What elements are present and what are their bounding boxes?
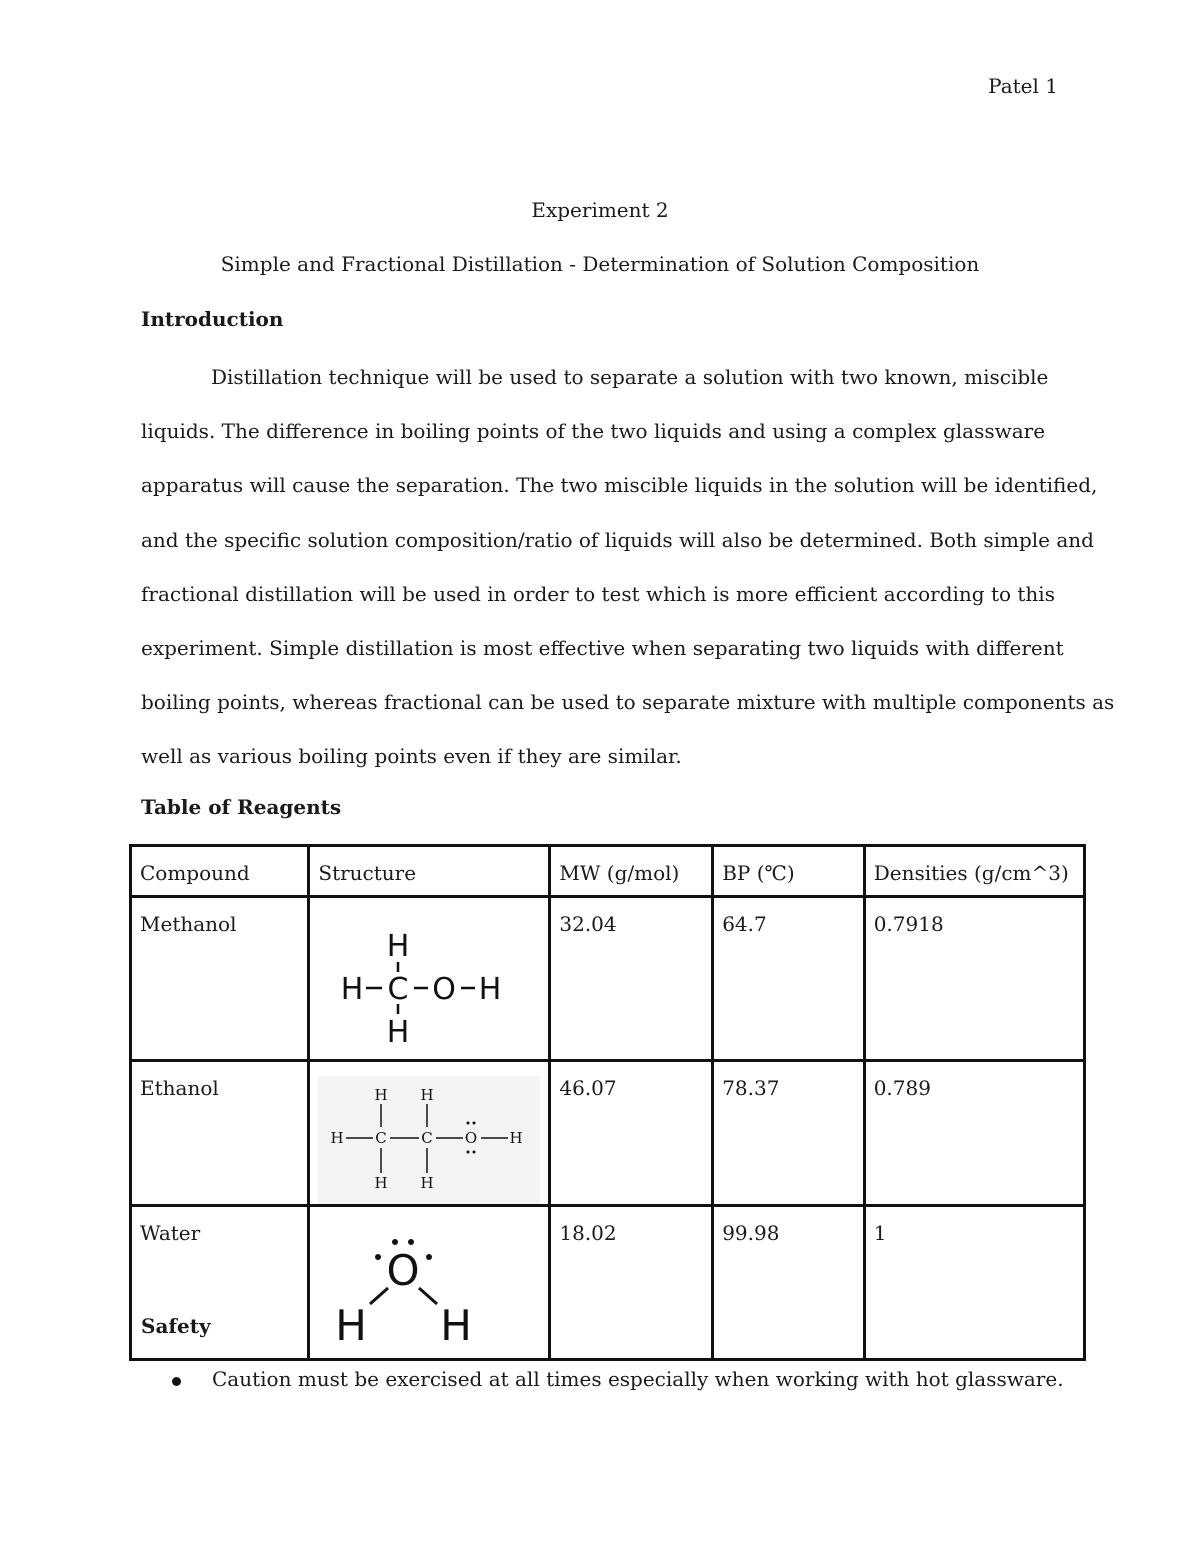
introduction-heading: Introduction xyxy=(141,307,284,331)
atom-label: H xyxy=(330,1129,344,1147)
paragraph-line: well as various boiling points even if they are similar. xyxy=(141,744,682,769)
atom-label: C xyxy=(375,1129,388,1147)
paragraph-line: Distillation technique will be used to separate a solution with two known, miscible xyxy=(211,365,1049,389)
paragraph-line: fractional distillation will be used in order to test which is more efficient according to this xyxy=(141,581,1055,606)
density-cell: 0.789 xyxy=(864,1061,1084,1206)
lone-pair-dot xyxy=(467,1122,470,1125)
atom-label: H xyxy=(387,1015,410,1050)
lone-pair-dot xyxy=(467,1151,470,1154)
lone-pair-dot xyxy=(375,1254,381,1260)
bp-cell: 64.7 xyxy=(713,897,865,1061)
column-header: BP (℃) xyxy=(713,846,865,897)
compound-cell: Water xyxy=(131,1206,309,1360)
atom-label: H xyxy=(440,1301,473,1350)
methanol-structure-icon xyxy=(318,912,540,1059)
density-cell: 1 xyxy=(864,1206,1084,1360)
table-header-row xyxy=(131,846,1085,897)
column-header: MW (g/mol) xyxy=(550,846,713,897)
atom-label: H xyxy=(341,972,364,1007)
lone-pair-dot xyxy=(426,1254,432,1260)
safety-heading: Safety xyxy=(141,1314,211,1338)
atom-label: H xyxy=(387,929,410,964)
reagents-table xyxy=(129,844,1086,1361)
experiment-subtitle: Simple and Fractional Distillation - Determination of Solution Composition xyxy=(220,252,980,276)
paragraph-line: and the specific solution composition/ratio of liquids will also be determined. Both simple and xyxy=(141,527,1094,552)
structure-cell xyxy=(309,897,550,1061)
atom-label: H xyxy=(335,1301,368,1350)
lone-pair-dot xyxy=(408,1239,414,1245)
mw-cell: 46.07 xyxy=(550,1061,713,1206)
density-cell: 0.7918 xyxy=(864,897,1084,1061)
structure-cell xyxy=(309,1206,550,1360)
atom-label: O xyxy=(386,1246,420,1295)
ethanol-structure-icon xyxy=(318,1076,540,1204)
atom-label: H xyxy=(420,1086,434,1104)
bp-cell: 78.37 xyxy=(713,1061,865,1206)
paragraph-line: liquids. The difference in boiling points of the two liquids and using a complex glassware xyxy=(141,419,1046,444)
mw-cell: 18.02 xyxy=(550,1206,713,1360)
table-row xyxy=(131,1061,1085,1206)
compound-cell: Methanol xyxy=(131,897,309,1061)
structure-cell xyxy=(309,1061,550,1206)
bullet-icon xyxy=(172,1377,181,1386)
paragraph-line: apparatus will cause the separation. The two miscible liquids in the solution will be identified, xyxy=(141,473,1098,498)
table-row xyxy=(131,897,1085,1061)
column-header: Densities (g/cm^3) xyxy=(864,846,1084,897)
experiment-title: Experiment 2 xyxy=(531,198,669,222)
compound-cell: Ethanol xyxy=(131,1061,309,1206)
water-structure-icon xyxy=(318,1221,540,1358)
paragraph-line: boiling points, whereas fractional can be used to separate mixture with multiple components as xyxy=(141,690,1115,715)
column-header: Structure xyxy=(309,846,550,897)
bond-line xyxy=(370,1288,388,1304)
lone-pair-dot xyxy=(473,1151,476,1154)
lone-pair-dot xyxy=(473,1122,476,1125)
atom-label: H xyxy=(374,1086,388,1104)
atom-label: H xyxy=(479,972,502,1007)
atom-label: O xyxy=(432,972,457,1007)
atom-label: O xyxy=(465,1129,478,1147)
paragraph-line: experiment. Simple distillation is most effective when separating two liquids with different xyxy=(141,636,1064,661)
lone-pair-dot xyxy=(392,1239,398,1245)
atom-label: C xyxy=(421,1129,434,1147)
reagents-heading: Table of Reagents xyxy=(141,795,342,819)
introduction-paragraph xyxy=(141,350,1115,784)
atom-label: H xyxy=(420,1174,434,1192)
mw-cell: 32.04 xyxy=(550,897,713,1061)
atom-label: C xyxy=(387,972,409,1007)
page-header: Patel 1 xyxy=(988,74,1058,98)
column-header: Compound xyxy=(131,846,309,897)
safety-bullet-text: Caution must be exercised at all times especially when working with hot glassware. xyxy=(212,1367,1064,1391)
table-row xyxy=(131,1206,1085,1360)
atom-label: H xyxy=(509,1129,523,1147)
bond-line xyxy=(419,1288,437,1304)
bp-cell: 99.98 xyxy=(713,1206,865,1360)
atom-label: H xyxy=(374,1174,388,1192)
